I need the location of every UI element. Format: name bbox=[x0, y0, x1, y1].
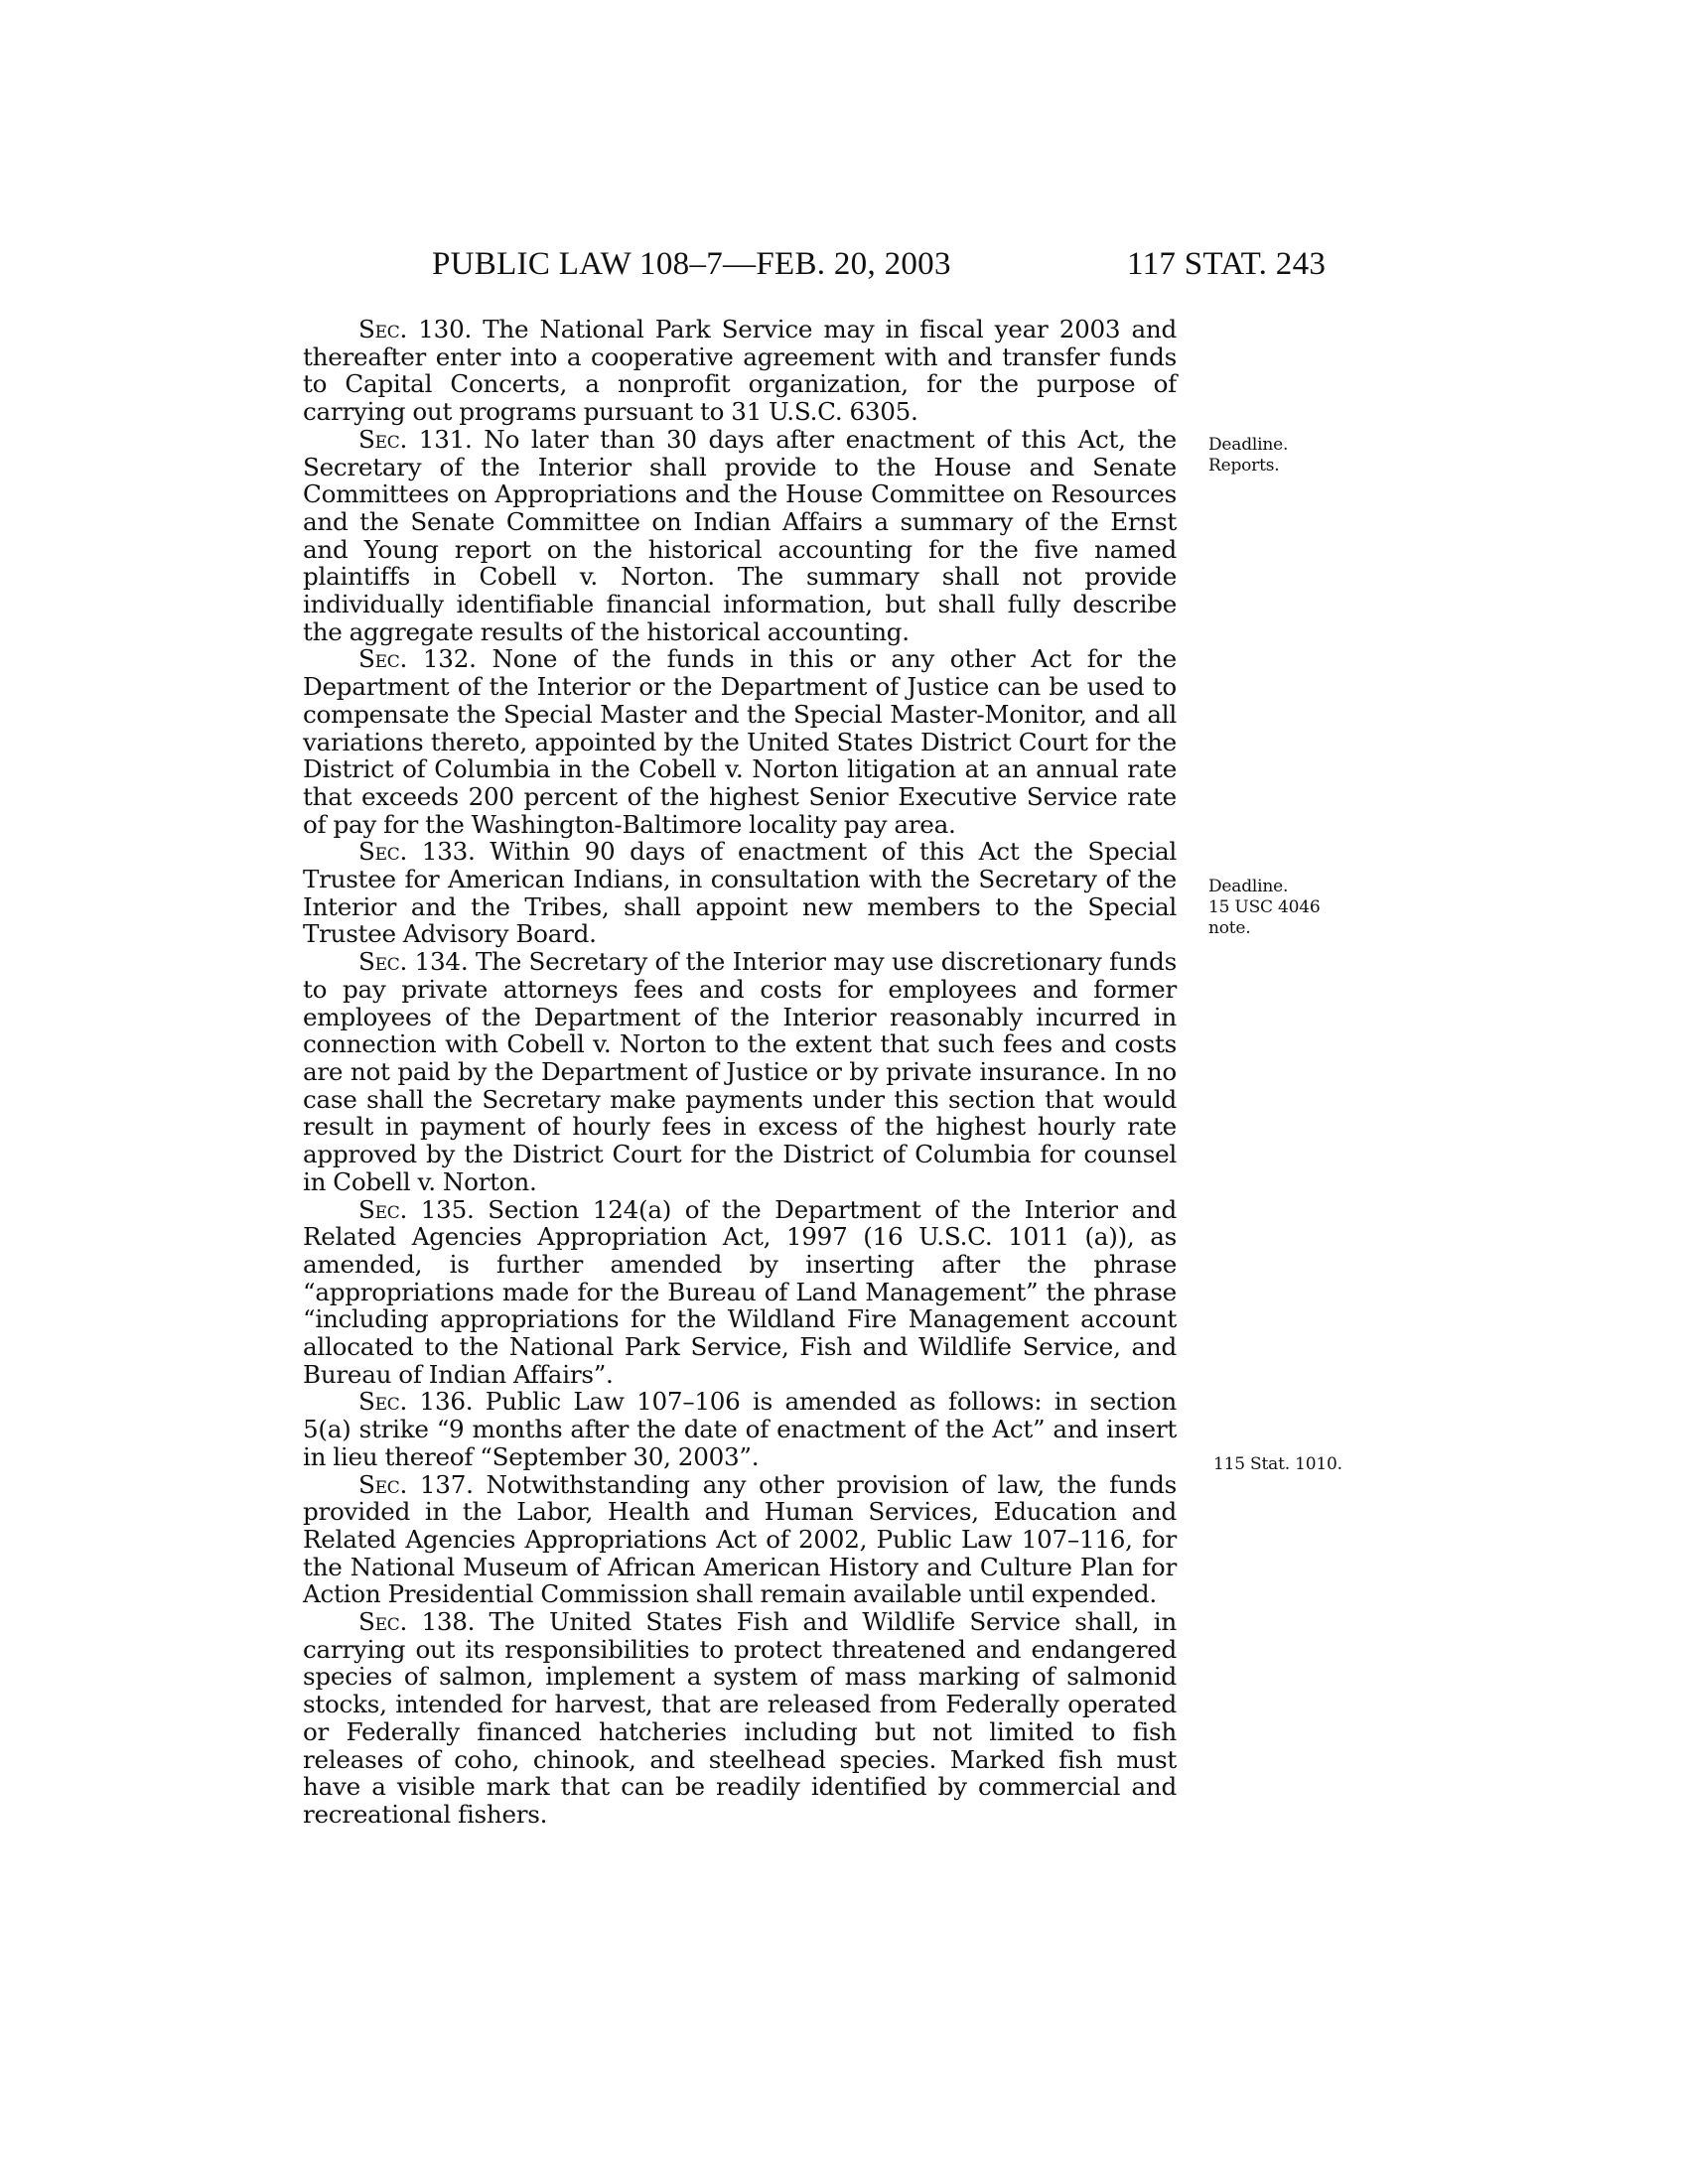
statute-page-number: 117 STAT. 243 bbox=[1127, 246, 1327, 282]
section-label: Sec. 136. bbox=[358, 1387, 474, 1417]
page-header bbox=[0, 246, 1688, 286]
section-text: None of the funds in this or any other Act for the Department of the Interior or the Department of Justice can be used to compensate the Special Master and the Special Master-Monitor, and all variations thereto, appointed by the United States District Court for the District of Columbia in the Cobell v. Norton litigation at an annual rate that exceeds 200 percent of the highest Senior Executive Service rate of pay for the Washington-Baltimore locality pay area. bbox=[303, 644, 1177, 839]
section-text: Notwithstanding any other provision of law, the funds provided in the Labor, Health and Human Services, Education and Related Agencies Appropriations Act of 2002, Public Law 107–116, for the National Museum of African American History and Culture Plan for Action Presidential Commission shall remain available until expended. bbox=[303, 1469, 1177, 1609]
section-134 bbox=[303, 948, 1177, 1195]
section-text: The Secretary of the Interior may use discretionary funds to pay private attorneys fees and costs for employees and former employees of the Department of the Interior reasonably incurred in connection with Cobell v. Norton to the extent that such fees and costs are not paid by the Department of Justice or by private insurance. In no case shall the Secretary make payments under this section that would result in payment of hourly fees in excess of the highest hourly rate approved by the District Court for the District of Columbia for counsel in Cobell v. Norton. bbox=[303, 947, 1178, 1196]
margin-note-sec131 bbox=[1208, 435, 1288, 477]
section-text: Within 90 days of enactment of this Act the Special Trustee for American Indians, in consultation with the Secretary of the Interior and the Tribes, shall appoint new members to the Special Trustee Advisory Board. bbox=[303, 837, 1177, 949]
section-label: Sec. 130. bbox=[358, 315, 473, 343]
section-text: The National Park Service may in fiscal year 2003 and thereafter enter into a cooperative agreement with and transfer funds to Capital Concerts, a nonprofit organization, for the purpose of carrying out programs pursuant to 31 U.S.C. 6305. bbox=[303, 315, 1177, 427]
section-133 bbox=[303, 838, 1177, 948]
running-head-title: PUBLIC LAW 108–7—FEB. 20, 2003 bbox=[432, 246, 951, 282]
margin-note-line: Reports. bbox=[1208, 456, 1280, 476]
section-text: Public Law 107–106 is amended as follows: in section 5(a) strike “9 months after the date of enactment of the Act” and insert in lieu thereof “September 30, 2003”. bbox=[303, 1387, 1177, 1471]
margin-note-sec136 bbox=[1213, 1454, 1342, 1475]
section-130 bbox=[303, 316, 1177, 426]
margin-note-line: 15 USC 4046 bbox=[1208, 897, 1321, 917]
section-137 bbox=[303, 1471, 1177, 1609]
section-text: Section 124(a) of the Department of the Interior and Related Agencies Appropriation Act, 1997 (16 U.S.C. 1011 (a)), as amended, is further amended by inserting after the phrase “appropriations made for the Bureau of Land Management” the phrase “including appropriations for the Wildland Fire Management account allocated to the National Park Service, Fish and Wildlife Service, and Bureau of Indian Affairs”. bbox=[303, 1194, 1178, 1389]
section-label: Sec. 131. bbox=[358, 424, 473, 454]
section-135 bbox=[303, 1196, 1177, 1389]
section-136 bbox=[303, 1388, 1177, 1470]
section-label: Sec. 133. bbox=[358, 837, 476, 867]
margin-note-line: 115 Stat. 1010. bbox=[1213, 1454, 1342, 1474]
section-text: The United States Fish and Wildlife Service shall, in carrying out its responsibilities to protect threatened and endangered species of salmon, implement a system of mass marking of salmonid stocks, intended for harvest, that are released from Federally operated or Federally financed hatcheries including but not limited to fish releases of coho, chinook, and steelhead species. Marked fish must have a visible mark that can be readily identified by commercial and recreational fishers. bbox=[303, 1607, 1177, 1829]
section-label: Sec. 138. bbox=[358, 1607, 476, 1637]
section-text: No later than 30 days after enactment of this Act, the Secretary of the Interior shall provide to the House and Senate Committees on Appropriations and the House Committee on Resources and the Senate Committee on Indian Affairs a summary of the Ernst and Young report on the historical accounting for the five named plaintiffs in Cobell v. Norton. The summary shall not provide individually identifiable financial information, but shall fully describe the aggregate results of the historical accounting. bbox=[303, 424, 1177, 646]
margin-note-line: note. bbox=[1208, 918, 1251, 938]
section-132 bbox=[303, 645, 1177, 838]
margin-note-sec133 bbox=[1208, 877, 1320, 939]
margin-note-line: Deadline. bbox=[1208, 435, 1289, 455]
section-label: Sec. 132. bbox=[358, 644, 477, 674]
section-label: Sec. 137. bbox=[358, 1469, 474, 1499]
law-text-body bbox=[303, 316, 1177, 1829]
section-label: Sec. 134. bbox=[358, 947, 469, 977]
section-label: Sec. 135. bbox=[358, 1194, 475, 1224]
section-138 bbox=[303, 1608, 1177, 1829]
margin-note-line: Deadline. bbox=[1208, 877, 1289, 896]
section-131 bbox=[303, 426, 1177, 646]
